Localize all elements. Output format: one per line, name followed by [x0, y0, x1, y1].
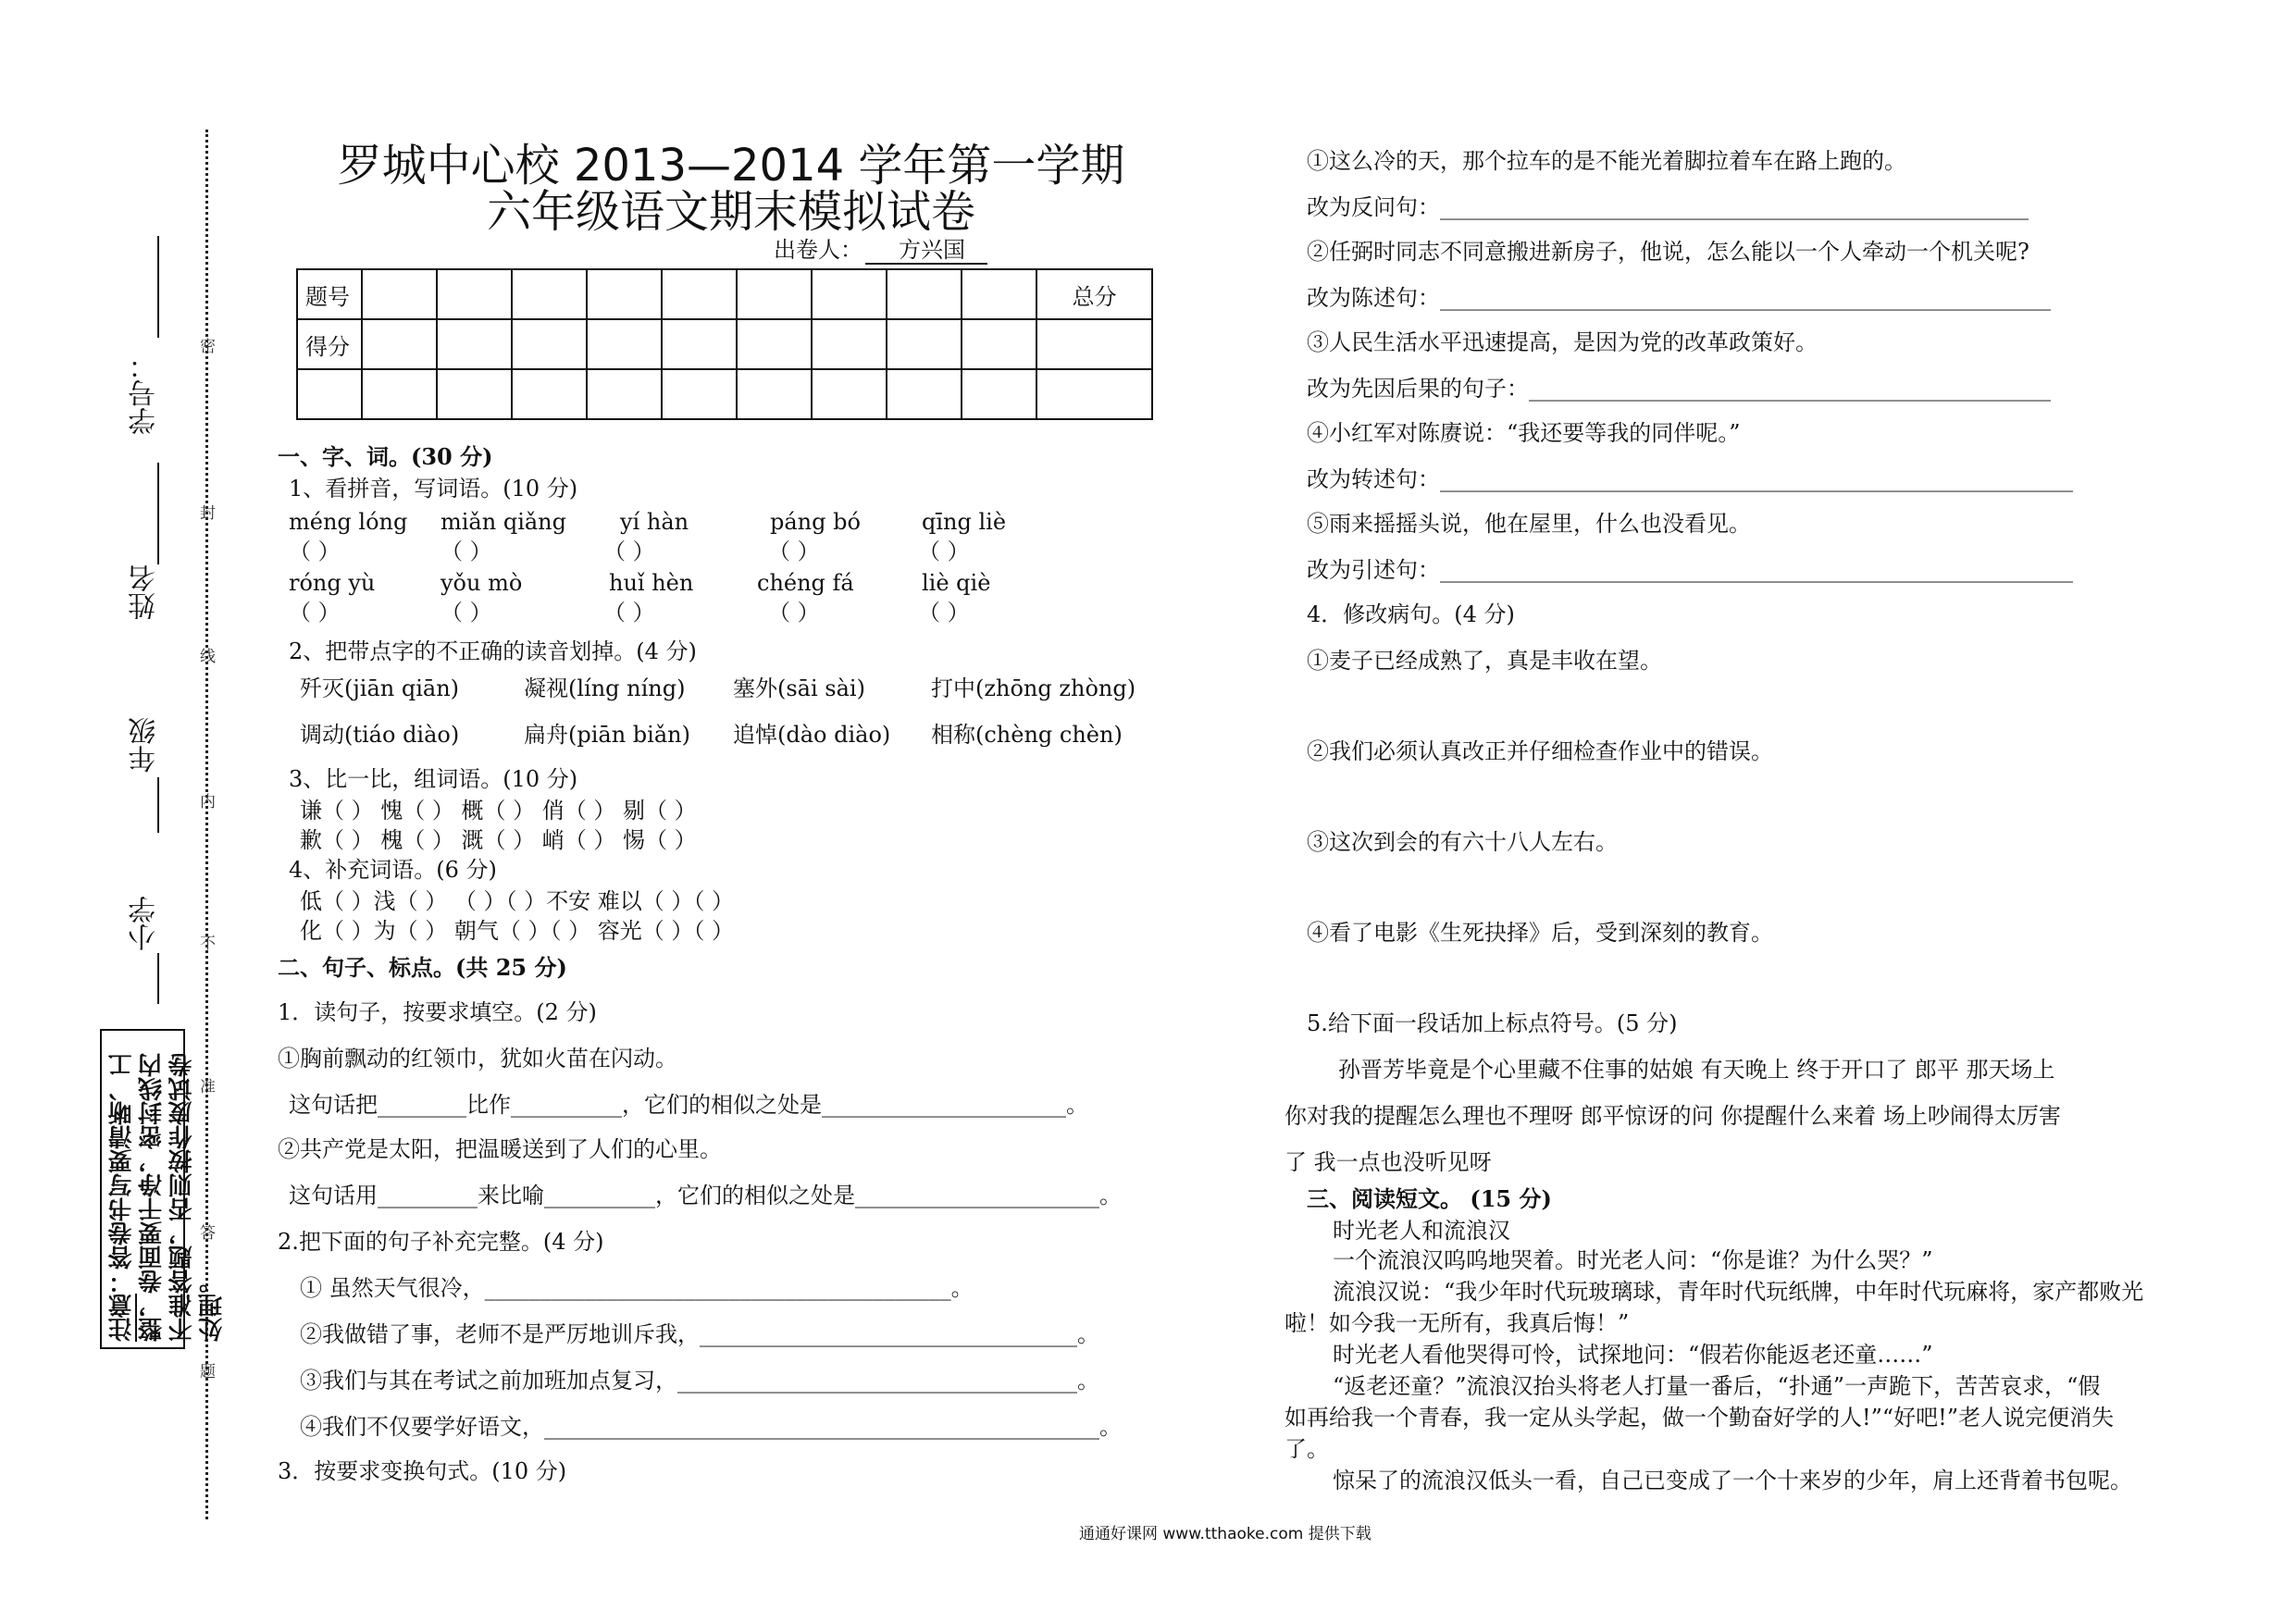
b1-sentence2: ②共产党是太阳，把温暖送到了人们的心里。: [278, 1136, 722, 1162]
answer-paren[interactable]: （ ）: [918, 600, 970, 626]
student-number-underline: [157, 236, 159, 338]
transform-sentence: ①这么冷的天，那个拉车的是不能光着脚拉着车在路上跑的。: [1307, 148, 1906, 174]
table-cell: [662, 369, 737, 419]
score-cell[interactable]: [887, 319, 962, 369]
pinyin-item: liè qiè: [922, 570, 991, 596]
story-paragraph: 惊呆了的流浪汉低头一看，自己已变成了一个十来岁的少年，肩上还背着书包呢。: [1333, 1468, 2132, 1493]
reading-item: 相称(chèng chèn): [931, 722, 1123, 748]
section3-heading: 三、阅读短文。 (15 分): [1307, 1185, 1552, 1212]
q4-fix-heading: 4．修改病句。(4 分): [1307, 601, 1515, 627]
notice-text: [107, 1036, 228, 1342]
story-paragraph: 流浪汉说：“我少年时代玩玻璃球，青年时代玩纸牌，中年时代玩麻将，家产都败光: [1333, 1279, 2144, 1305]
score-cell[interactable]: [587, 319, 662, 369]
reading-item: 歼灭(jiān qiān): [300, 675, 460, 701]
q4-heading: 4、补充词语。(6 分): [289, 857, 497, 883]
transform-sentence: ②任弼时同志不同意搬进新房子，他说，怎么能以一个人牵动一个机关呢?: [1307, 239, 2029, 265]
story-paragraph: 啦！如今我一无所有，我真后悔！”: [1285, 1310, 1630, 1336]
faulty-sentence: ③这次到会的有六十八人左右。: [1307, 829, 1618, 855]
author-name-value: 方兴国: [865, 239, 987, 265]
section1-heading: 一、字、词。(30 分): [278, 443, 493, 470]
b2-item[interactable]: ③我们与其在考试之前加班加点复习，____________________________________。: [300, 1368, 1099, 1394]
author-name: [865, 239, 987, 265]
story-paragraph: 了。: [1285, 1436, 1329, 1462]
faulty-sentence: ①麦子已经成熟了，真是丰收在望。: [1307, 648, 1662, 674]
faulty-sentence: ②我们必须认真改正并仔细检查作业中的错误。: [1307, 738, 1773, 764]
table-cell: [512, 269, 587, 319]
b1-heading: 1．读句子，按要求填空。(2 分): [278, 999, 597, 1025]
reading-item: 打中(zhōng zhòng): [931, 675, 1136, 701]
student-number-label: 学号：: [129, 352, 161, 435]
compare-row: 谦（ ） 愧（ ） 概（ ） 俏（ ） 剔（ ）: [300, 798, 697, 824]
reading-item: 塞外(sāi sài): [733, 675, 865, 701]
seal-char: 内: [200, 793, 216, 812]
answer-paren[interactable]: （ ）: [768, 600, 820, 626]
answer-paren[interactable]: （ ）: [768, 539, 820, 564]
reading-item: 凝视(líng níng): [524, 675, 686, 701]
punctuation-text: 了 我一点也没听见呀: [1285, 1149, 1492, 1175]
score-table-header-cell: 得分: [297, 319, 362, 369]
b2-item[interactable]: ① 虽然天气很冷，__________________________________________。: [300, 1275, 974, 1301]
score-cell[interactable]: [512, 319, 587, 369]
score-cell[interactable]: [437, 319, 512, 369]
score-cell[interactable]: [362, 319, 437, 369]
transform-answer[interactable]: 改为陈述句：_______________________________________________________: [1307, 285, 2051, 311]
story-paragraph: 时光老人看他哭得可怜，试探地问：“假若你能返老还童……”: [1333, 1342, 1933, 1368]
story-paragraph: 如再给我一个青春，我一定从头学起，做一个勤奋好学的人!”“好吧!”老人说完便消失: [1285, 1405, 2115, 1431]
table-cell: [362, 369, 437, 419]
score-cell[interactable]: [737, 319, 812, 369]
transform-answer[interactable]: 改为反问句：_____________________________________________________: [1307, 194, 2029, 220]
table-cell: [297, 369, 362, 419]
score-cell[interactable]: [962, 319, 1036, 369]
pinyin-item: huǐ hèn: [609, 570, 694, 596]
reading-item: 调动(tiáo diào): [300, 722, 460, 748]
score-cell[interactable]: [812, 319, 887, 369]
table-cell: [512, 369, 587, 419]
q1-heading: 1、看拼音，写词语。(10 分): [289, 476, 578, 502]
transform-sentence: ⑤雨来摇摇头说，他在屋里，什么也没看见。: [1307, 511, 1751, 537]
story-paragraph: 一个流浪汉呜呜地哭着。时光老人问：“你是谁？为什么哭？”: [1333, 1247, 1933, 1273]
grade-underline: [157, 777, 159, 833]
pinyin-item: róng yù: [289, 570, 376, 596]
score-cell[interactable]: [662, 319, 737, 369]
answer-paren[interactable]: （ ）: [603, 600, 655, 626]
transform-answer[interactable]: 改为引述句：_________________________________________________________: [1307, 557, 2073, 583]
table-cell: [1036, 369, 1152, 419]
pinyin-item: miǎn qiǎng: [441, 509, 566, 535]
story-paragraph: “返老还童？”流浪汉抬头将老人打量一番后，“扑通”一声跪下，苦苦哀求，“假: [1333, 1373, 2101, 1399]
faulty-sentence: ④看了电影《生死抉择》后，受到深刻的教育。: [1307, 920, 1773, 946]
transform-sentence: ④小红军对陈赓说：“我还要等我的同伴呢。”: [1307, 420, 1741, 446]
answer-paren[interactable]: （ ）: [441, 539, 492, 564]
q3-heading: 3、比一比，组词语。(10 分): [289, 766, 578, 792]
pinyin-item: chéng fá: [757, 570, 854, 596]
idiom-row: 低（ ）浅（ ） （ ）（ ）不安 难以（ ）（ ）: [300, 888, 735, 914]
score-table-total-cell: 总分: [1036, 269, 1152, 319]
exam-title-line2: 六年级语文期末模拟试卷: [486, 186, 975, 238]
pinyin-item: páng bó: [770, 509, 861, 535]
notice-box: [100, 1029, 227, 1349]
table-row: [297, 319, 1152, 369]
answer-paren[interactable]: （ ）: [441, 600, 492, 626]
exam-title-line1: 罗城中心校 2013—2014 学年第一学期: [337, 140, 1125, 192]
transform-answer[interactable]: 改为转述句：_________________________________________________________: [1307, 466, 2073, 492]
b1-fill2[interactable]: 这句话用_________来比喻__________，它们的相似之处是______________________。: [289, 1183, 1122, 1208]
table-cell: [812, 369, 887, 419]
pinyin-item: méng lóng: [289, 509, 408, 535]
table-cell: [887, 369, 962, 419]
pinyin-item: yí hàn: [620, 509, 689, 535]
score-cell[interactable]: [1036, 319, 1152, 369]
seal-char: 准: [200, 1078, 216, 1096]
table-cell: [437, 269, 512, 319]
compare-row: 歉（ ） 槐（ ） 溉（ ） 峭（ ） 惕（ ）: [300, 827, 697, 853]
answer-paren[interactable]: （ ）: [918, 539, 970, 564]
pinyin-item: qīng liè: [922, 509, 1007, 535]
story-title: 时光老人和流浪汉: [1333, 1218, 1510, 1244]
b2-item[interactable]: ④我们不仅要学好语文，__________________________________________________。: [300, 1414, 1122, 1440]
table-cell: [662, 269, 737, 319]
b2-item[interactable]: ②我做错了事，老师不是严厉地训斥我，__________________________________。: [300, 1321, 1099, 1347]
table-cell: [962, 369, 1036, 419]
table-cell: [437, 369, 512, 419]
table-cell: [587, 269, 662, 319]
punctuation-text: 孙晋芳毕竟是个心里藏不住事的姑娘 有天晚上 终于开口了 郎平 那天场上: [1338, 1057, 2055, 1083]
b2-heading: 2.把下面的句子补充完整。(4 分): [278, 1229, 604, 1255]
seal-char: 密: [200, 338, 216, 356]
transform-sentence: ③人民生活水平迅速提高，是因为党的改革政策好。: [1307, 329, 1818, 355]
table-row: [297, 369, 1152, 419]
seal-char: 题: [200, 1363, 216, 1381]
score-table: [296, 268, 1153, 420]
seal-char: 不: [200, 935, 216, 953]
score-table-header-cell: 题号: [297, 269, 362, 319]
seal-char: 封: [200, 504, 216, 523]
b1-fill1[interactable]: 这句话把________比作__________，它们的相似之处是______________________。: [289, 1092, 1088, 1118]
answer-paren[interactable]: （ ）: [289, 600, 341, 626]
transform-answer[interactable]: 改为先因后果的句子：_______________________________________________: [1307, 376, 2051, 402]
section2-heading: 二、句子、标点。(共 25 分): [278, 954, 567, 981]
author-label: 出卷人：: [774, 237, 863, 263]
answer-paren[interactable]: （ ）: [603, 539, 655, 564]
b1-sentence1: ①胸前飘动的红领巾，犹如火苗在闪动。: [278, 1046, 677, 1072]
notice-body: ：答卷书写要清晰、工整，卷面要干净，密封线内不准答题，否则按作废试卷处理。: [108, 1053, 227, 1342]
pinyin-item: yǒu mò: [441, 570, 523, 596]
table-cell: [887, 269, 962, 319]
reading-item: 追悼(dào diào): [733, 722, 891, 748]
school-underline: [157, 953, 159, 1004]
table-cell: [587, 369, 662, 419]
table-cell: [737, 369, 812, 419]
table-cell: [812, 269, 887, 319]
seal-char: 线: [200, 648, 216, 666]
grade-label: 年级: [129, 717, 161, 773]
seal-char: 答: [200, 1224, 216, 1243]
footer-credit: 通通好课网 www.tthaoke.com 提供下载: [1079, 1525, 1371, 1543]
name-underline: [157, 463, 159, 564]
b3-heading: 3．按要求变换句式。(10 分): [278, 1458, 567, 1484]
idiom-row: 化（ ）为（ ） 朝气（ ）（ ） 容光（ ）（ ）: [300, 918, 735, 944]
table-cell: [962, 269, 1036, 319]
table-cell: [737, 269, 812, 319]
q2-heading: 2、把带点字的不正确的读音划掉。(4 分): [289, 638, 697, 664]
notice-title: 注意: [108, 1294, 136, 1342]
punctuation-text: 你对我的提醒怎么理也不理呀 郎平惊讶的问 你提醒什么来着 场上吵闹得太厉害: [1285, 1103, 2061, 1129]
table-row: [297, 269, 1152, 319]
answer-paren[interactable]: （ ）: [289, 539, 341, 564]
reading-item: 扁舟(piān biǎn): [524, 722, 690, 748]
name-label: 姓名: [129, 564, 161, 620]
q5-heading: 5.给下面一段话加上标点符号。(5 分): [1307, 1010, 1678, 1036]
table-cell: [362, 269, 437, 319]
school-label: 小学: [129, 896, 161, 951]
